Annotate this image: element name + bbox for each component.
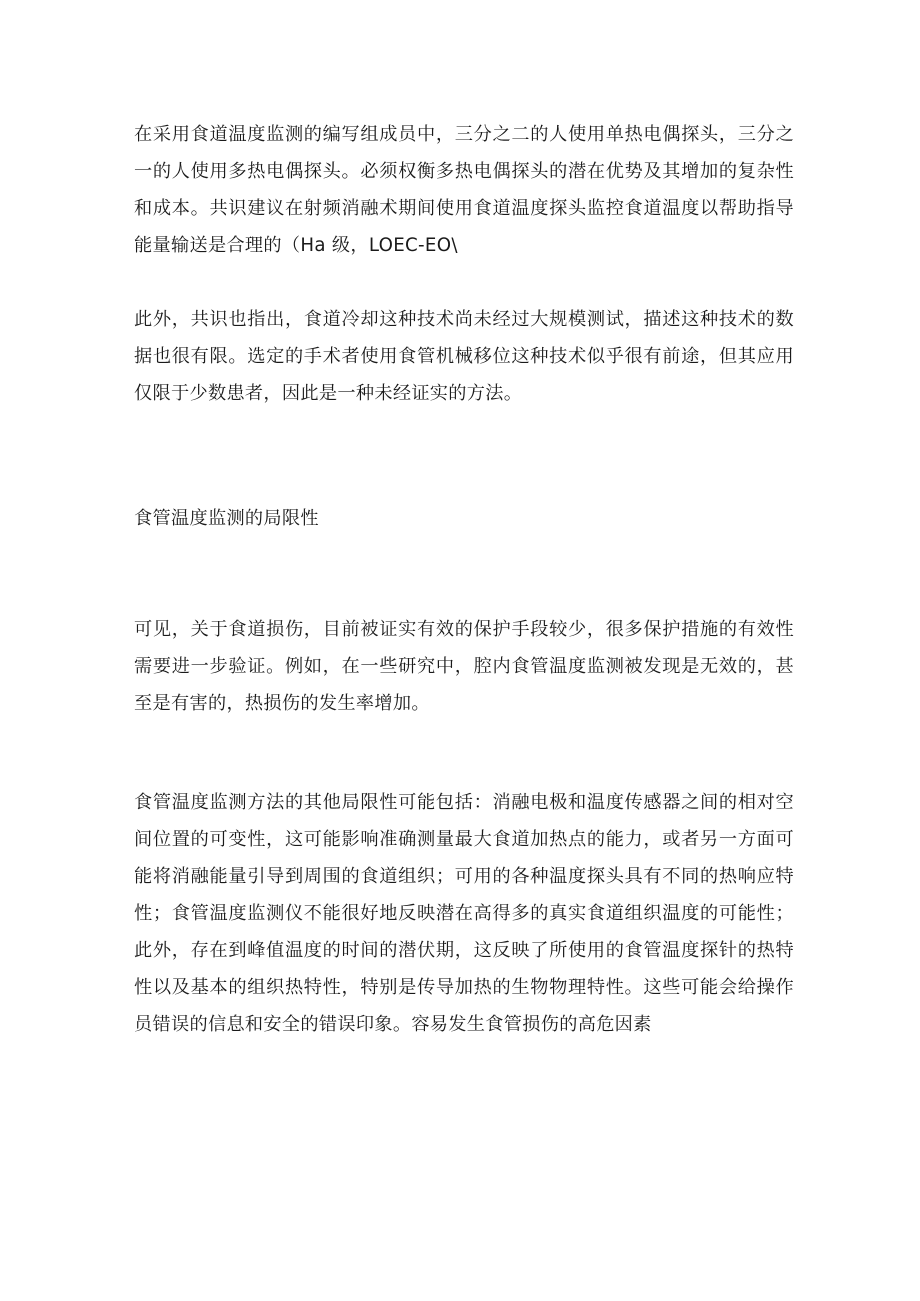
section-heading-limitations: 食管温度监测的局限性 bbox=[134, 508, 319, 529]
paragraph-consensus-probe-usage: 在采用食道温度监测的编写组成员中，三分之二的人使用单热电偶探头，三分之一的人使用多热电偶探头。必须权衡多热电偶探头的潜在优势及其增加的复杂性和成本。共识建议在射频消融术期间使用食道温度探头监控食道温度以帮助指导能量输送是合理的（Ha 级，LOEC-EO\ bbox=[134, 124, 794, 256]
paragraph-esophageal-cooling: 此外，共识也指出，食道冷却这种技术尚未经过大规模测试，描述这种技术的数据也很有限。选定的手术者使用食管机械移位这种技术似乎很有前途，但其应用仅限于少数患者，因此是一种未经证实的方法。 bbox=[134, 309, 794, 404]
paragraph-protection-effectiveness: 可见，关于食道损伤，目前被证实有效的保护手段较少，很多保护措施的有效性需要进一步验证。例如，在一些研究中，腔内食管温度监测被发现是无效的，甚至是有害的，热损伤的发生率增加。 bbox=[134, 619, 794, 714]
paragraph-other-limitations: 食管温度监测方法的其他局限性可能包括：消融电极和温度传感器之间的相对空间位置的可变性，这可能影响准确测量最大食道加热点的能力，或者另一方面可能将消融能量引导到周围的食道组织；可用的各种温度探头具有不同的热响应特性；食管温度监测仪不能很好地反映潜在高得多的真实食道组织温度的可能性；此外，存在到峰值温度的时间的潜伏期，这反映了所使用的食管温度探针的热特性以及基本的组织热特性，特别是传导加热的生物物理特性。这些可能会给操作员错误的信息和安全的错误印象。容易发生食管损伤的高危因素 bbox=[134, 792, 794, 1035]
